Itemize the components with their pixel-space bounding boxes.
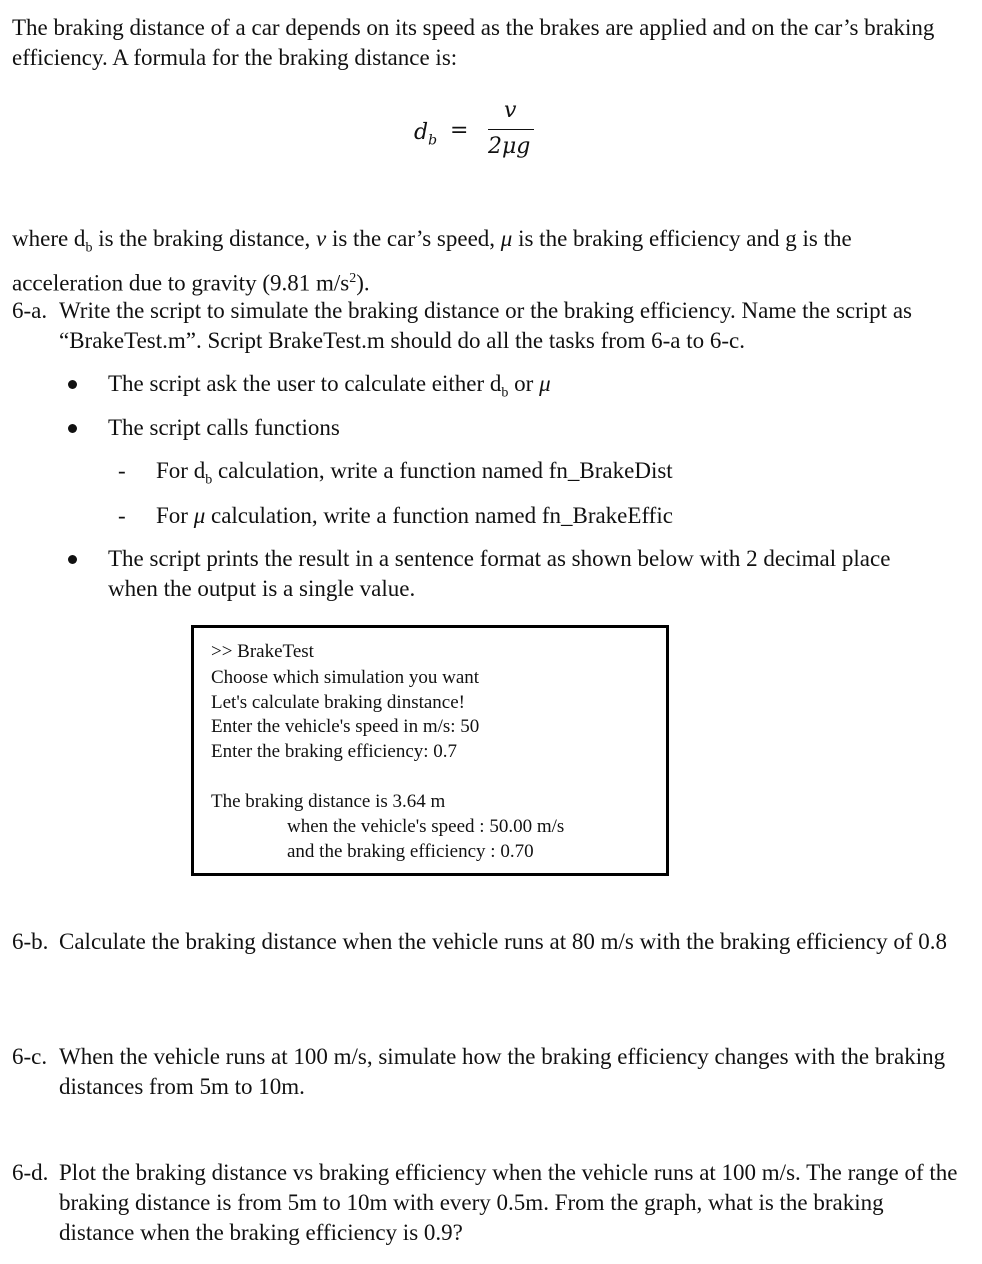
formula-equals: = (450, 118, 469, 143)
sub-sub: b (205, 472, 213, 488)
question-label: 6-c. (12, 1044, 48, 1069)
bullet-text: The script prints the result in a sentence format as shown below with 2 decimal place when the output is a single value. (108, 546, 891, 601)
question-label: 6-b. (12, 929, 49, 954)
bullet-text: The script calls functions (108, 415, 340, 440)
dash-icon: - (118, 458, 126, 483)
console-line: The braking distance is 3.64 m (211, 791, 446, 812)
sub-bullet-text (156, 456, 673, 496)
braking-distance-formula (414, 98, 554, 168)
sub-bullet-text (156, 501, 673, 531)
console-line: Enter the braking efficiency: 0.7 (211, 741, 458, 762)
def-v: v (316, 226, 327, 251)
fraction-bar (488, 129, 534, 130)
console-line: when the vehicle's speed : 50.00 m/s (287, 816, 565, 837)
question-label: 6-a. (12, 298, 48, 323)
formula-lhs-symbol: d (414, 120, 429, 145)
formula-lhs (414, 118, 437, 155)
bullet-dot-icon (68, 424, 77, 433)
formula-denominator: 2μg (488, 134, 531, 159)
definitions-paragraph (12, 224, 967, 298)
bullet-sub: b (501, 385, 509, 401)
def-text-a: where d (12, 226, 86, 251)
def-text-d: is the braking efficiency and g is the acceleration due to gravity (9.81 m/s (12, 226, 852, 296)
def-sub-b: b (85, 240, 93, 256)
def-mu: μ (500, 226, 513, 251)
sub-text-a: For d (156, 458, 206, 483)
console-output-box (191, 625, 669, 876)
formula-numerator: v (504, 98, 517, 123)
question-label: 6-d. (12, 1160, 49, 1185)
sub-mu: μ (193, 503, 206, 528)
def-text-b: is the braking distance, (92, 226, 316, 251)
def-text-c: is the car’s speed, (326, 226, 501, 251)
bullet-dot-icon (68, 380, 77, 389)
def-sup: 2 (349, 270, 357, 286)
question-text: Plot the braking distance vs braking efficiency when the vehicle runs at 100 m/s. The range of the braking distance is from 5m to 10m with every 0.5m. From the graph, what is the braking distance when the braking efficiency is 0.9? (59, 1160, 958, 1245)
dash-icon: - (118, 503, 126, 528)
bullet-mu: μ (539, 371, 551, 396)
question-text: When the vehicle runs at 100 m/s, simulate how the braking efficiency changes with the braking distances from 5m to 10m. (59, 1044, 946, 1099)
sub-text-b: calculation, write a function named fn_BrakeDist (212, 458, 673, 483)
console-line: Choose which simulation you want (211, 667, 480, 688)
console-line: Enter the vehicle's speed in m/s: 50 (211, 716, 480, 737)
bullet-text (108, 369, 908, 409)
sub-text-a: For (156, 503, 194, 528)
console-line: and the braking efficiency : 0.70 (287, 841, 534, 862)
bullet-text-b: or (508, 371, 540, 396)
console-line: >> BrakeTest (211, 641, 314, 662)
def-text-e: ). (356, 270, 370, 296)
sub-text-b: calculation, write a function named fn_BrakeEffic (205, 503, 673, 528)
formula-lhs-subscript: b (428, 132, 438, 149)
bullet-text-a: The script ask the user to calculate either d (108, 371, 502, 396)
bullet-dot-icon (68, 555, 77, 564)
question-text: Write the script to simulate the braking distance or the braking efficiency. Name the script as “BrakeTest.m”. Script BrakeTest.m should do all the tasks from 6-a to 6-c. (59, 298, 912, 353)
console-line: Let's calculate braking dinstance! (211, 692, 466, 713)
intro-paragraph: The braking distance of a car depends on its speed as the brakes are applied and on the car’s braking efficiency. A formula for the braking distance is: (12, 15, 935, 70)
question-text: Calculate the braking distance when the vehicle runs at 80 m/s with the braking efficiency of 0.8 (59, 929, 947, 954)
